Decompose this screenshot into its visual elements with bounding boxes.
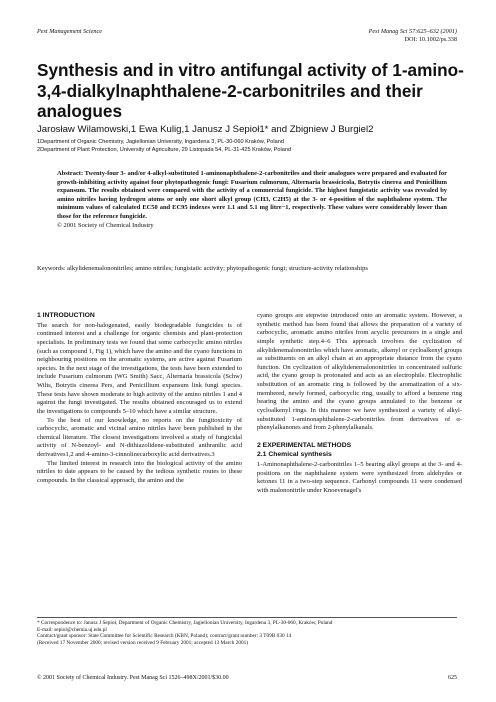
subsection-heading-synthesis: 2.1 Chemical synthesis <box>257 451 332 459</box>
intro-paragraph-2: To the best of our knowledge, no reports on the fungitoxicity of carbocyclic, aromatic and vicinal amino nitriles have been published in the chemical literature. The closest investigations involved a study of fungicidal activity of N-benzoyl- and N-dithiazolidene-substituted anthranilic acid derivatives1,2 and 4-amino-3-cinnolinecarboxylic acid derivatives.3 <box>37 416 242 458</box>
affiliation-2: 2Department of Plant Protection, University of Agriculture, 29 Listopada 54, PL-31-425 Kraków, Poland <box>37 147 292 153</box>
abstract <box>57 170 447 230</box>
correspondence-note: * Correspondence to: Janusz J Sepioł, Department of Organic Chemistry, Jagiellonian University, Ingardena 3, PL-30-060, Kraków, Poland <box>37 620 333 626</box>
journal-citation <box>369 28 457 44</box>
keywords: Keywords: alkylidenemalononitriles; amino nitriles; fungistatic activity; phytopathogenic fungi; structure-activity relationships <box>37 265 368 272</box>
affiliation-1: 1Department of Organic Chemistry, Jagiellonian University, Ingardena 3, PL-30-060 Kraków, Poland <box>37 139 284 145</box>
abstract-text: Abstract: Twenty-four 3- and/or 4-alkyl-substituted 1-aminonaphthalene-2-carbonitriles and their analogues were prepared and evaluated for growth-inhibiting activity against four phytopathogenic fungi: Fusarium culmorum, Alternaria brassicicola, Botrytis cinerea and Penicillium expansum. The results obtained were compared with the activity of a commercial fungicide. The highest fungistatic activity was revealed by amino nitriles having hydrogen atoms or only one short alkyl group (CH3, C2H5) at the 3- or 4-position of the naphthalene system. The minimum values of calculated EC50 and EC95 indexes were 1.1 and 5.1 mg litre−1, respectively. These values were considerably lower than those for the reference fungicide. <box>57 170 447 220</box>
left-column <box>37 312 242 486</box>
abstract-copyright: © 2001 Society of Chemical Industry <box>57 221 154 229</box>
right-column <box>257 312 462 496</box>
doi-line: DOI: 10.1002/ps.338 <box>404 36 457 43</box>
section-heading-methods: 2 EXPERIMENTAL METHODS <box>257 441 352 449</box>
methods-paragraph-1: 1-Aminonaphthalene-2-carbonitriles 1–5 bearing alkyl groups at the 3- and 4-positions on the naphthalene system were synthesized from aldehydes or ketones 11 in a two-step sequence. Carbonyl compounds 11 were condensed with malononitrile under Knoevenagel's <box>257 461 462 494</box>
email-note: E-mail: sepiol@chemia.uj.edu.pl <box>37 626 107 633</box>
footnotes <box>37 620 462 646</box>
journal-name: Pest Management Science <box>37 28 102 35</box>
intro-paragraph-1: The search for non-halogenated, easily biodegradable fungicides is of continued interest and a challenge for organic chemists and plant-protection specialists. In preliminary tests we found that some carbocyclic amino nitriles (such as compound 1, Fig 1), which have the amino and the cyano functions in neighbouring positions on the aromatic systems, are active against Fusarium species. In the next stage of the investigations, the tests have been extended to include Fusarium culmorum (WG Smith) Sacc, Alternaria brassicola (Schw) Wilts, Botrytis cinerea Pers, and Penicillium expansum link fungi species. These tests have shown moderate to high activity of the amino nitriles 1 and 4 against the fungi investigated. The results obtained encouraged us to extend the investigations to compounds 5–10 which have a similar structure. <box>37 321 242 415</box>
grant-note: Contract/grant sponsor: State Committee for Scientific Research (KBN, Poland); contract/grant number: 3 T09B 030 14 <box>37 633 292 640</box>
footnote-divider <box>37 617 457 618</box>
section-heading-introduction: 1 INTRODUCTION <box>37 312 95 319</box>
page-number: 625 <box>448 675 457 681</box>
citation-line: Pest Manag Sci 57:625–632 (2001) <box>368 28 457 35</box>
footer-copyright: © 2001 Society of Chemical Industry. Pest Manag Sci 1526–498X/2001/$30.00 <box>37 675 229 681</box>
author-list: Jarosław Wilamowski,1 Ewa Kulig,1 Janusz J Sepioł1* and Zbigniew J Burgiel2 <box>37 124 374 135</box>
paper-title: Synthesis and in vitro antifungal activity of 1-amino-3,4-dialkylnaphthalene-2-carbonitriles and their analogues <box>37 60 464 121</box>
received-note: (Received 17 November 2000; revised version received 9 February 2001; accepted 13 March 2001) <box>37 639 249 646</box>
intro-paragraph-3: The limited interest in research into the biological activity of the amino nitriles to date appears to be caused by the tedious synthetic routes to these compounds. In the classical approach, the amino and the <box>37 459 242 484</box>
intro-paragraph-4: cyano groups are stepwise introduced onto an aromatic system. However, a synthetic method has been found that allows the preparation of a variety of carbocyclic, aromatic amino nitriles from acyclic precursors in a single and simple synthetic step.4–6 This approach involves the cyclization of alkylidenemalononitriles which have aromatic, alkenyl or cycloalkenyl groups as substituents on an alkyl chain at an appropriate distance from the cyano function. On cyclization of alkylidenemalononitriles in concentrated sulfuric acid, the cyano group is protonated and acts as an electrophile. Electrophilic substitution of an aromatic ring is followed by the aromatization of a six-membered, newly formed, carbocyclic ring, usually to afford a benzene ring bearing the amino and the cyano groups annulated to the benzene or cycloalkenyl rings. In this manner we have synthesized a variety of alkyl-substituted 1-aminonaphthalene-2-carbonitriles from derivatives of α-phenylalkanones and from 2-phenylalkanals. <box>257 312 462 432</box>
